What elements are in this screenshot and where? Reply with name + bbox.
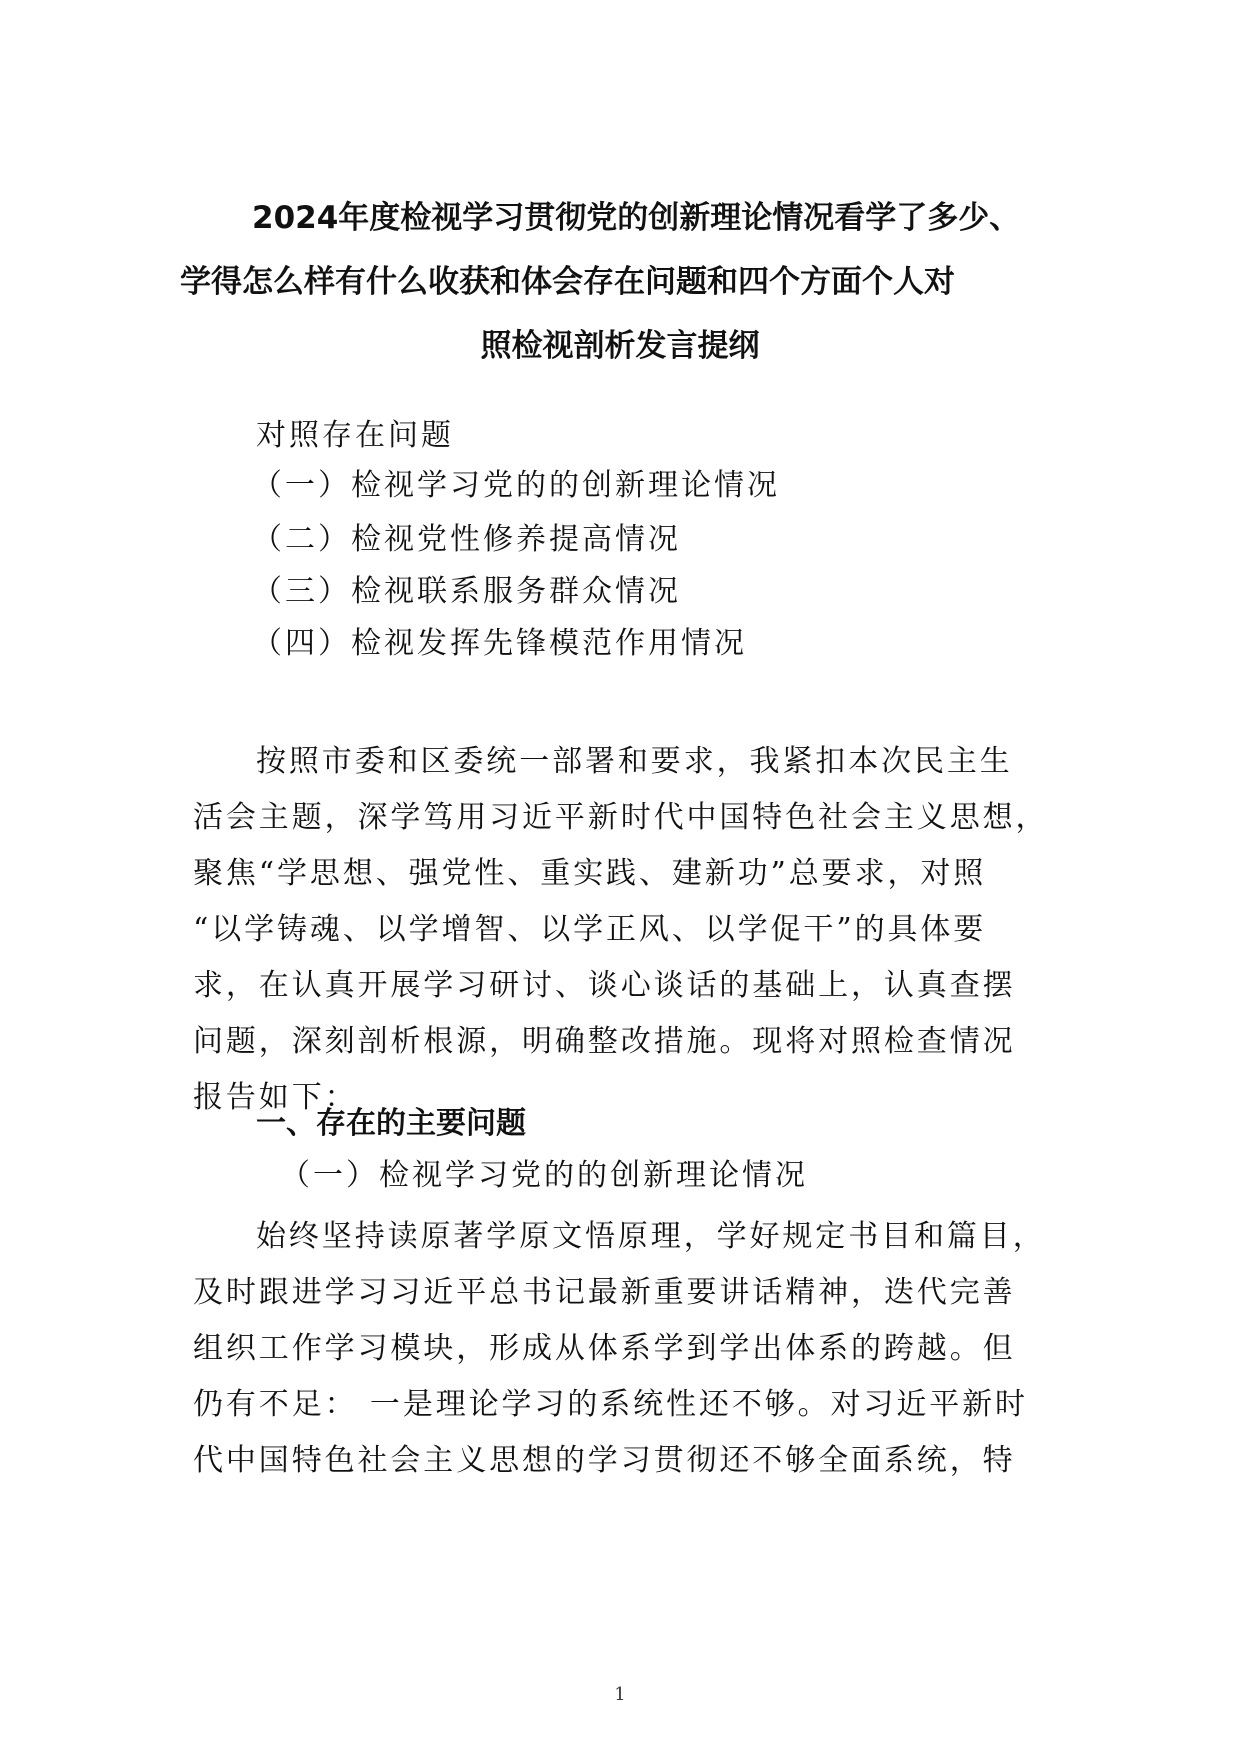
paragraph-line: 代中国特色社会主义思想的学习贯彻还不够全面系统，特 <box>193 1443 1016 1478</box>
page-number: 1 <box>614 1684 626 1705</box>
paragraph-line: 报告如下： <box>193 1080 358 1115</box>
outline-item: （四）检视发挥先锋模范作用情况 <box>252 626 747 661</box>
paragraph-line: 组织工作学习模块，形成从体系学到学出体系的跨越。但 <box>193 1331 1016 1366</box>
title-line: 照检视剖析发言提纲 <box>480 328 760 364</box>
title-line: 2024年度检视学习贯彻党的创新理论情况看学了多少、 <box>252 200 1021 236</box>
paragraph-line: 问题，深刻剖析根源，明确整改措施。现将对照检查情况 <box>193 1024 1016 1059</box>
subsection-heading: （一）检视学习党的的创新理论情况 <box>280 1158 808 1193</box>
paragraph-line: 活会主题，深学笃用习近平新时代中国特色社会主义思想， <box>193 800 1049 835</box>
outline-item: （二）检视党性修养提高情况 <box>252 522 681 557</box>
paragraph-line: 聚焦“学思想、强党性、重实践、建新功”总要求，对照 <box>193 856 987 891</box>
paragraph-line: 及时跟进学习习近平总书记最新重要讲话精神，迭代完善 <box>193 1275 1016 1310</box>
title-line: 学得怎么样有什么收获和体会存在问题和四个方面个人对 <box>180 264 955 300</box>
intro-paragraph <box>193 734 1073 1126</box>
outline-item: （一）检视学习党的的创新理论情况 <box>252 468 780 503</box>
paragraph-line: 仍有不足： 一是理论学习的系统性还不够。对习近平新时 <box>193 1387 1028 1422</box>
paragraph-line: 始终坚持读原著学原文悟原理，学好规定书目和篇目， <box>256 1219 1046 1254</box>
section-heading: 一、存在的主要问题 <box>256 1106 526 1141</box>
paragraph-line: 求，在认真开展学习研讨、谈心谈话的基础上，认真查摆 <box>193 968 1016 1003</box>
outline-item: （三）检视联系服务群众情况 <box>252 574 681 609</box>
paragraph-line: 按照市委和区委统一部署和要求，我紧扣本次民主生 <box>256 744 1013 779</box>
outline-heading: 对照存在问题 <box>256 418 454 453</box>
body-paragraph <box>193 1209 1073 1489</box>
document-title <box>180 186 1060 378</box>
paragraph-line: “以学铸魂、以学增智、以学正风、以学促干”的具体要 <box>193 912 987 947</box>
